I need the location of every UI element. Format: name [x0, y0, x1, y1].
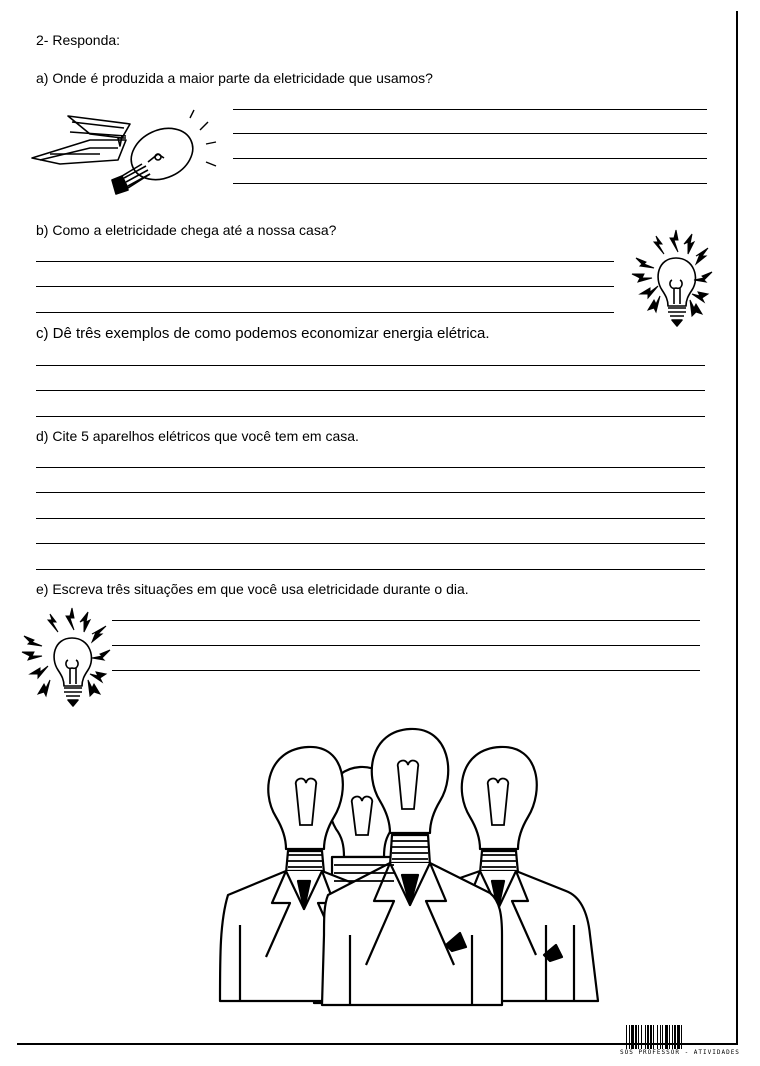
section-heading: 2- Responda: — [36, 32, 121, 48]
barcode — [626, 1025, 730, 1049]
answer-line-d-4[interactable] — [36, 543, 705, 544]
question-b: b) Como a eletricidade chega até a nossa casa? — [36, 222, 337, 238]
answer-line-a-4[interactable] — [233, 183, 707, 184]
answer-line-b-2[interactable] — [36, 286, 614, 287]
answer-line-e-1[interactable] — [112, 620, 700, 621]
answer-line-e-2[interactable] — [112, 645, 700, 646]
answer-line-a-3[interactable] — [233, 158, 707, 159]
question-a: a) Onde é produzida a maior parte da eletricidade que usamos? — [36, 70, 433, 86]
answer-line-d-3[interactable] — [36, 518, 705, 519]
winged-lightbulb-icon — [30, 110, 220, 200]
answer-line-d-5[interactable] — [36, 569, 705, 570]
answer-line-a-2[interactable] — [233, 133, 707, 134]
answer-line-b-1[interactable] — [36, 261, 614, 262]
answer-line-c-1[interactable] — [36, 365, 705, 366]
shining-lightbulb-icon — [628, 228, 720, 332]
question-c: c) Dê três exemplos de como podemos economizar energia elétrica. — [36, 325, 490, 342]
barcode-label: SOS PROFESSOR - ATIVIDADES — [620, 1049, 740, 1056]
answer-line-c-3[interactable] — [36, 416, 705, 417]
question-d: d) Cite 5 aparelhos elétricos que você tem em casa. — [36, 428, 359, 444]
answer-line-e-3[interactable] — [112, 670, 700, 671]
answer-line-a-1[interactable] — [233, 109, 707, 110]
answer-line-c-2[interactable] — [36, 390, 705, 391]
question-e: e) Escreva três situações em que você usa eletricidade durante o dia. — [36, 581, 469, 597]
lightbulb-head-businessmen — [210, 725, 610, 1010]
answer-line-b-3[interactable] — [36, 312, 614, 313]
shining-lightbulb-icon — [20, 608, 112, 712]
answer-line-d-2[interactable] — [36, 492, 705, 493]
answer-line-d-1[interactable] — [36, 467, 705, 468]
